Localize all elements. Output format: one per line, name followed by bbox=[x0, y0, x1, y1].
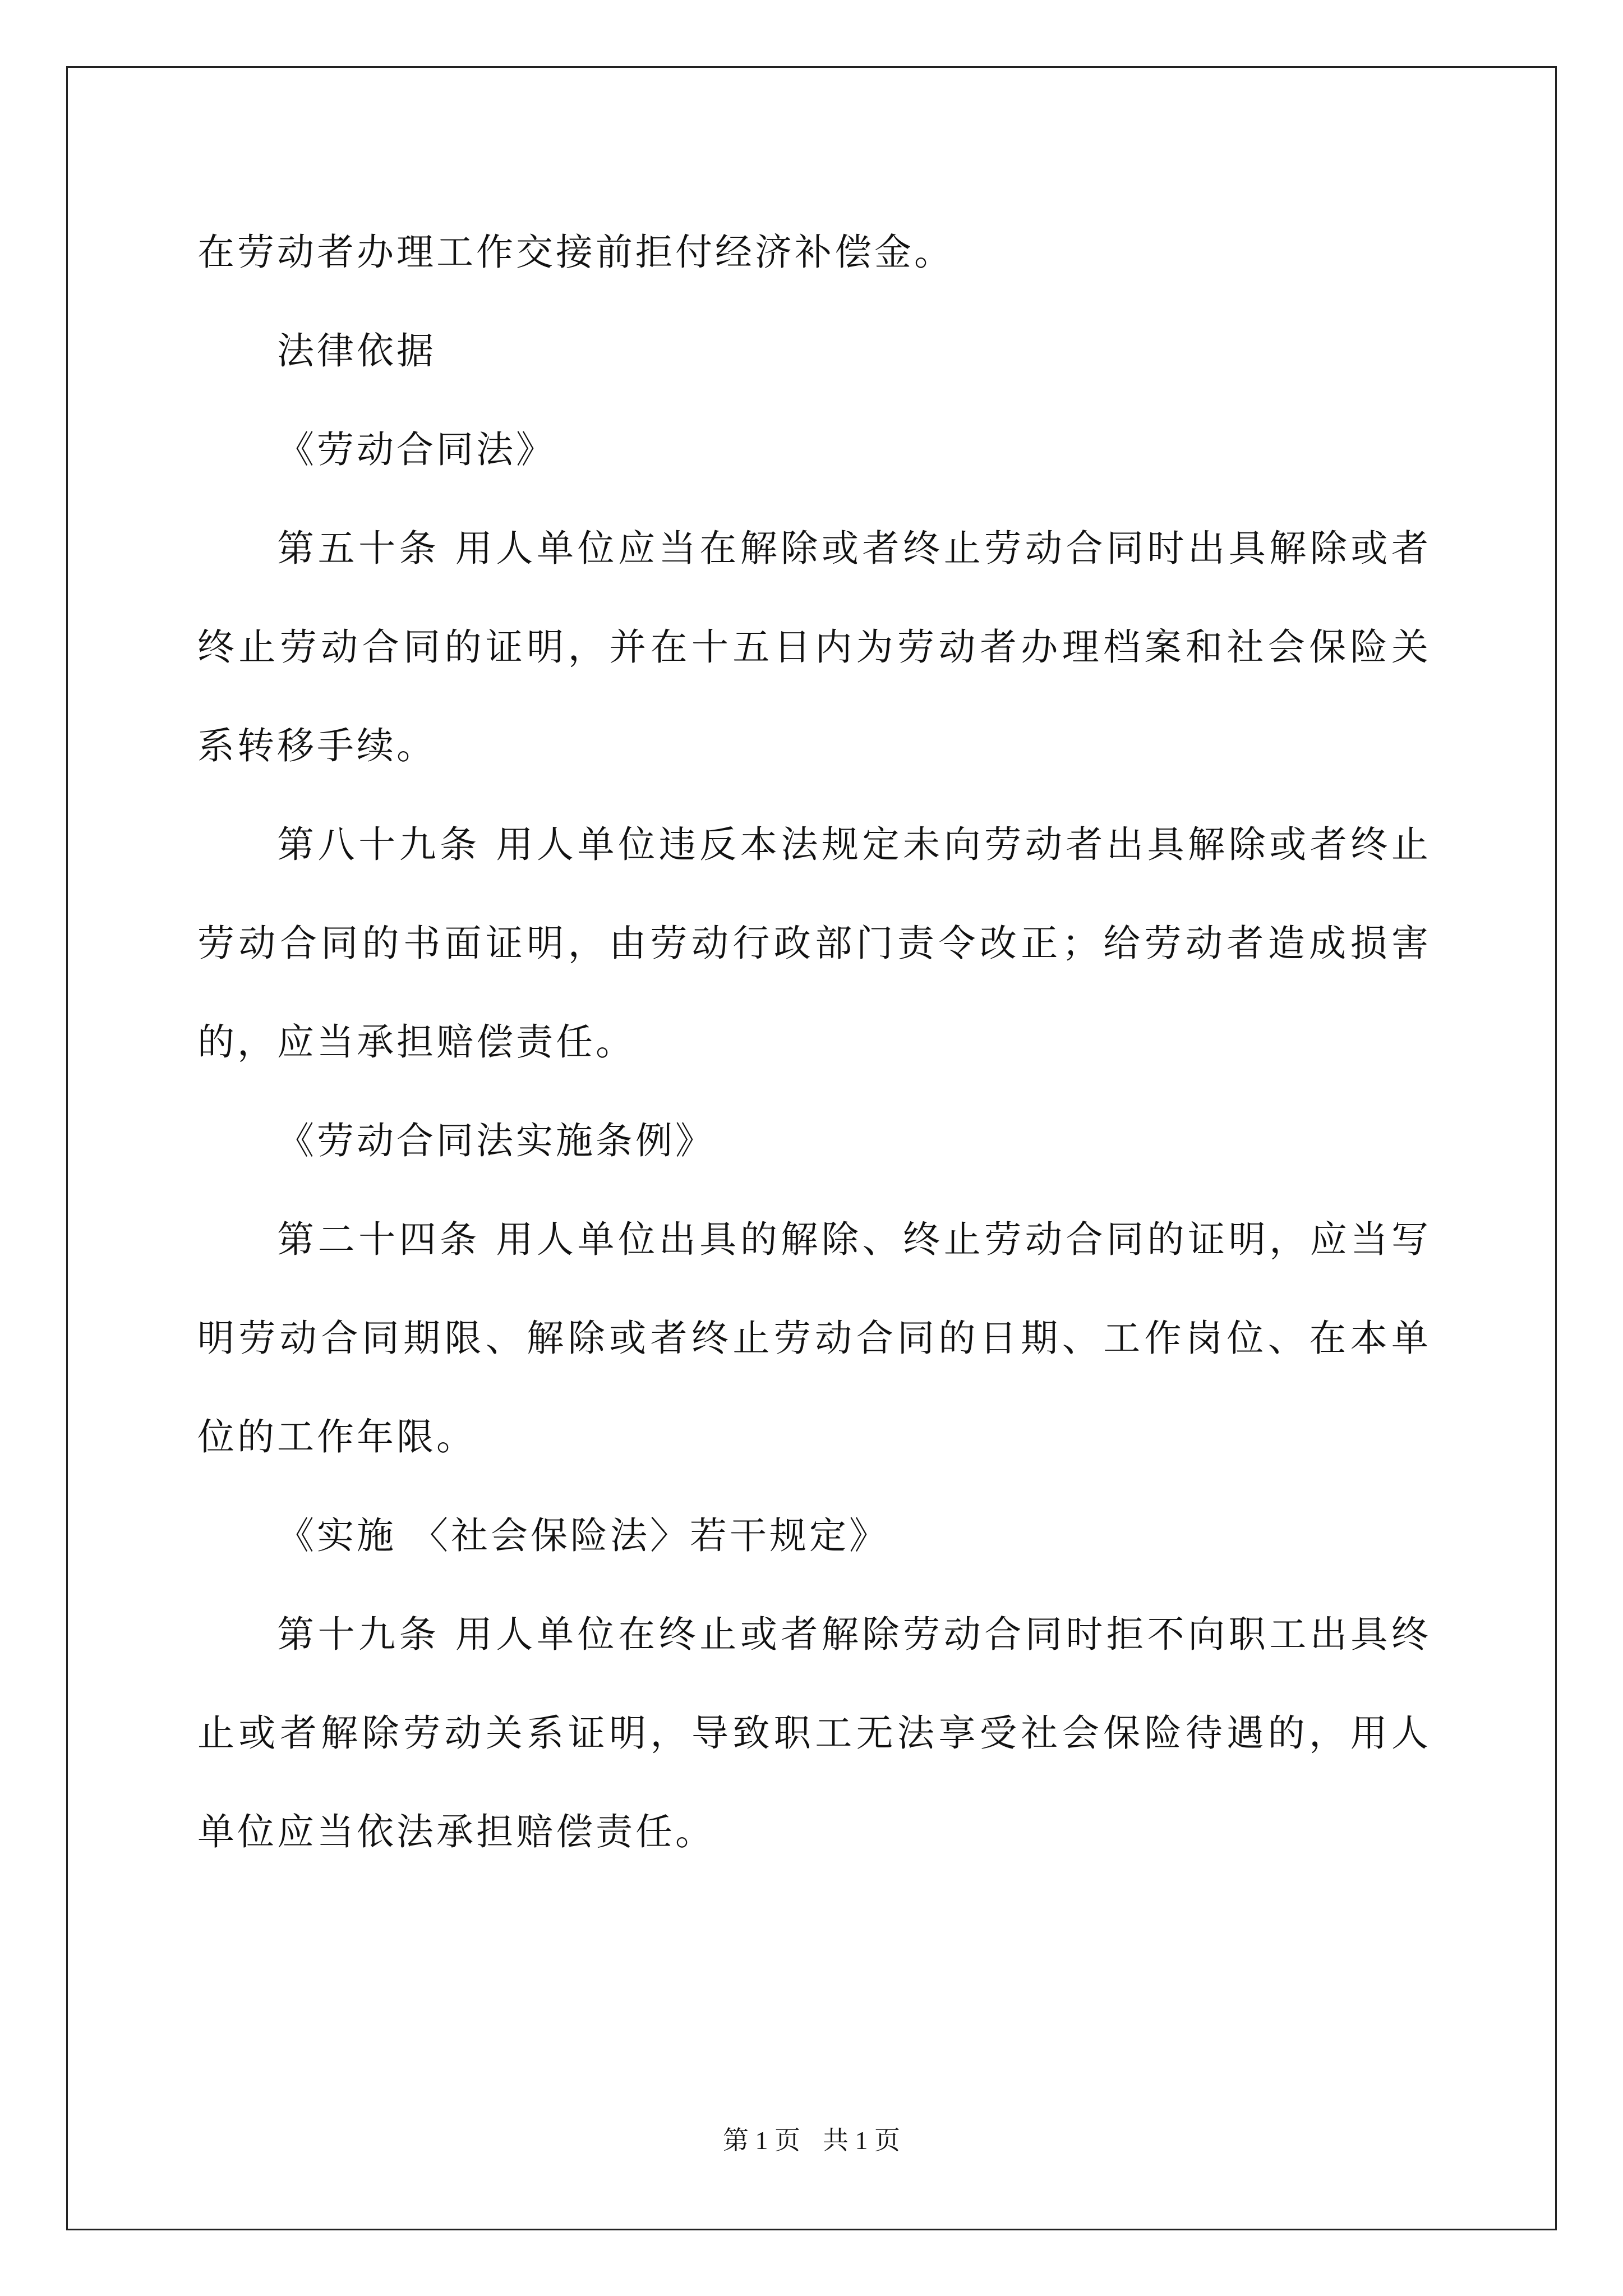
article-19: 第十九条 用人单位在终止或者解除劳动合同时拒不向职工出具终止或者解除劳动关系证明，导致职工无法享受社会保险待遇的，用人单位应当依法承担赔偿责任。 bbox=[197, 1613, 1431, 1853]
law-title-social-insurance-provisions: 《实施 〈社会保险法〉若干规定》 bbox=[277, 1514, 889, 1557]
article-24: 第二十四条 用人单位出具的解除、终止劳动合同的证明，应当写明劳动合同期限、解除或者终止劳动合同的日期、工作岗位、在本单位的工作年限。 bbox=[197, 1218, 1431, 1458]
section-heading-legal-basis: 法律依据 bbox=[277, 329, 436, 372]
page-footer bbox=[0, 2125, 1623, 2156]
article-50: 第五十条 用人单位应当在解除或者终止劳动合同时出具解除或者终止劳动合同的证明，并在十五日内为劳动者办理档案和社会保险关系转移手续。 bbox=[197, 527, 1431, 767]
law-title-labor-contract-law: 《劳动合同法》 bbox=[277, 428, 556, 471]
document-body bbox=[197, 203, 1431, 1881]
paragraph-continuation: 在劳动者办理工作交接前拒付经济补偿金。 bbox=[197, 231, 954, 274]
article-89: 第八十九条 用人单位违反本法规定未向劳动者出具解除或者终止劳动合同的书面证明，由劳动行政部门责令改正；给劳动者造成损害的，应当承担赔偿责任。 bbox=[197, 823, 1431, 1064]
page-number-total: 共 1 页 bbox=[823, 2126, 900, 2155]
page-number-current: 第 1 页 bbox=[723, 2126, 800, 2155]
law-title-implementation-regulations: 《劳动合同法实施条例》 bbox=[277, 1119, 715, 1162]
